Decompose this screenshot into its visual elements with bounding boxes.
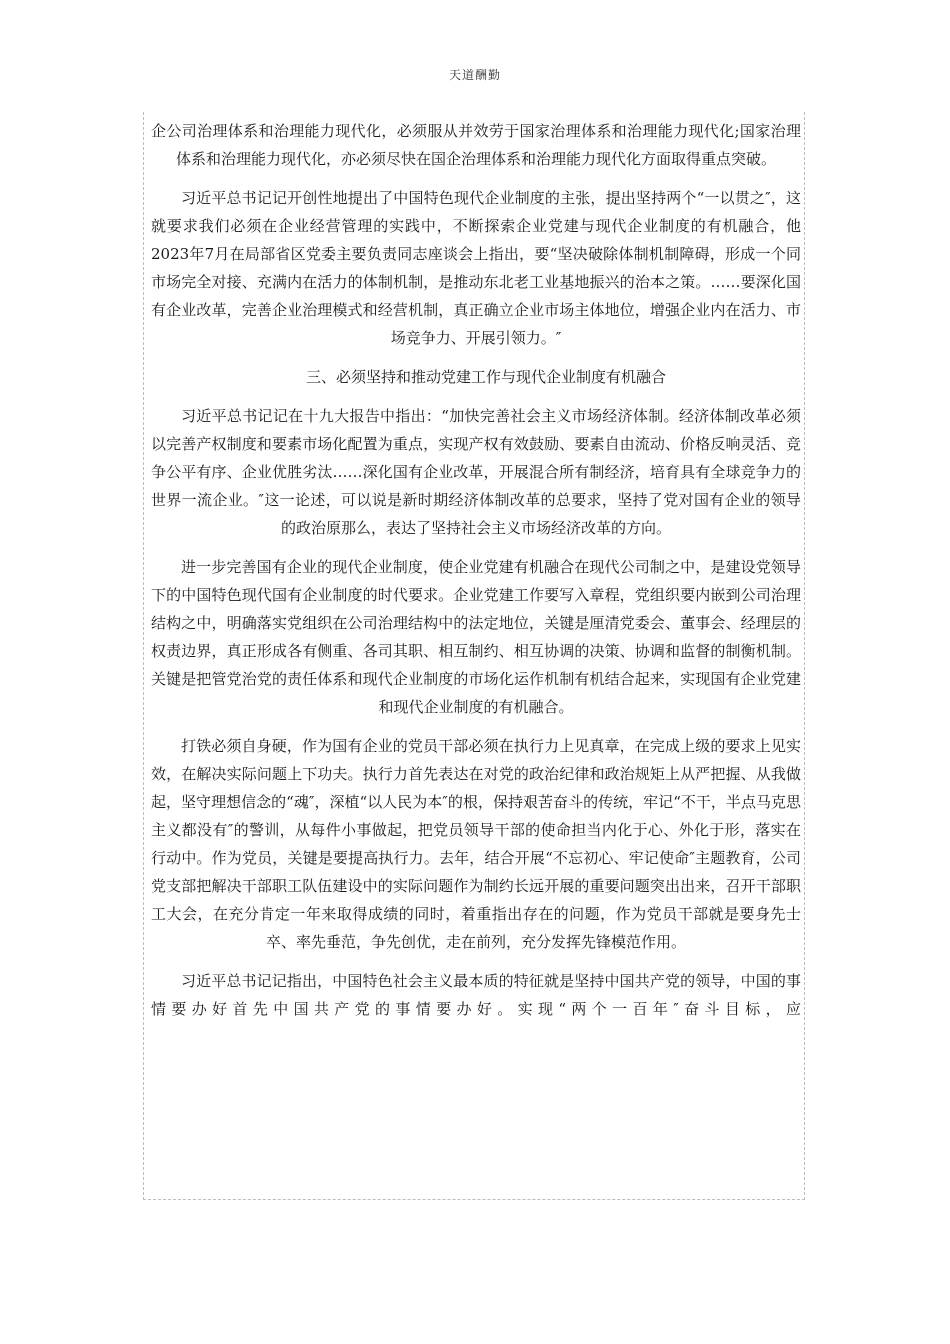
paragraph-gap (151, 956, 801, 967)
paragraph-gap (151, 173, 801, 184)
paragraph-2: 习近平总书记记开创性地提出了中国特色现代企业制度的主张，提出坚持两个“一以贯之″，这就要求我们必须在企业经营管理的实践中，不断探索企业党建与现代企业制度的有机融合，他2023年7月在局部省区党委主要负责同志座谈会上指出，要“坚决破除体制机制障碍，形成一个同市场完全对接、充满内在活力的体制机制，是推动东北老工业基地振兴的治本之策。……要深化国有企业改革，完善企业治理模式和经营机制，真正确立企业市场主体地位，增强企业内在活力、市场竞争力、开展引领力。″ (151, 189, 801, 347)
paragraph-gap (151, 721, 801, 732)
section-heading-3: 三、必须坚持和推动党建工作与现代企业制度有机融合 (305, 368, 666, 386)
document-body (151, 117, 801, 1023)
paragraph-4: 习近平总书记记在十九大报告中指出：“加快完善社会主义市场经济体制。经济体制改革必须以完善产权制度和要素市场化配置为重点，实现产权有效鼓励、要素自由流动、价格反响灵活、竞争公平有序、企业优胜劣汰……深化国有企业改革，开展混合所有制经济，培育具有全球竞争力的世界一流企业。″这一论述，可以说是新时期经济体制改革的总要求，坚持了党对国有企业的领导的政治原那么，表达了坚持社会主义市场经济改革的方向。 (151, 407, 801, 537)
page-header: 天道酬勤 (448, 68, 501, 82)
paragraph-gap (151, 391, 801, 402)
paragraph-5: 进一步完善国有企业的现代企业制度，使企业党建有机融合在现代公司制之中，是建设党领导下的中国特色现代国有企业制度的时代要求。企业党建工作要写入章程，党组织要内嵌到公司治理结构之中，明确落实党组织在公司治理结构中的法定地位，关键是厘清党委会、董事会、经理层的权责边界，真正形成各有侧重、各司其职、相互制约、相互协调的决策、协调和监督的制衡机制。关键是把管党治党的责任体系和现代企业制度的市场化运作机制有机结合起来，实现国有企业党建和现代企业制度的有机融合。 (151, 558, 801, 716)
paragraph-1: 企公司治理体系和治理能力现代化，必须服从并效劳于国家治理体系和治理能力现代化;国家治理体系和治理能力现代化，亦必须尽快在国企治理体系和治理能力现代化方面取得重点突破。 (151, 122, 801, 168)
paragraph-6: 打铁必须自身硬，作为国有企业的党员干部必须在执行力上见真章，在完成上级的要求上见实效，在解决实际问题上下功夫。执行力首先表达在对党的政治纪律和政治规矩上从严把握、从我做起，坚守理想信念的“魂″，深植“以人民为本″的根，保持艰苦奋斗的传统，牢记“不干，半点马克思主义都没有″的警训，从每件小事做起，把党员领导干部的使命担当内化于心、外化于形，落实在行动中。作为党员，关键是要提高执行力。去年，结合开展“不忘初心、牢记使命″主题教育，公司党支部把解决干部职工队伍建设中的实际问题作为制约长远开展的重要问题突出出来，召开干部职工大会，在充分肯定一年来取得成绩的同时，着重指出存在的问题，作为党员干部就是要身先士卒、率先垂范，争先创优，走在前列，充分发挥先锋模范作用。 (151, 737, 801, 951)
paragraph-gap (151, 542, 801, 553)
paragraph-7: 习近平总书记记指出，中国特色社会主义最本质的特征就是坚持中国共产党的领导，中国的事情要办好首先中国共产党的事情要办好。实现“两个一百年″奋斗目标，应 (151, 972, 801, 1018)
paragraph-gap (151, 352, 801, 363)
